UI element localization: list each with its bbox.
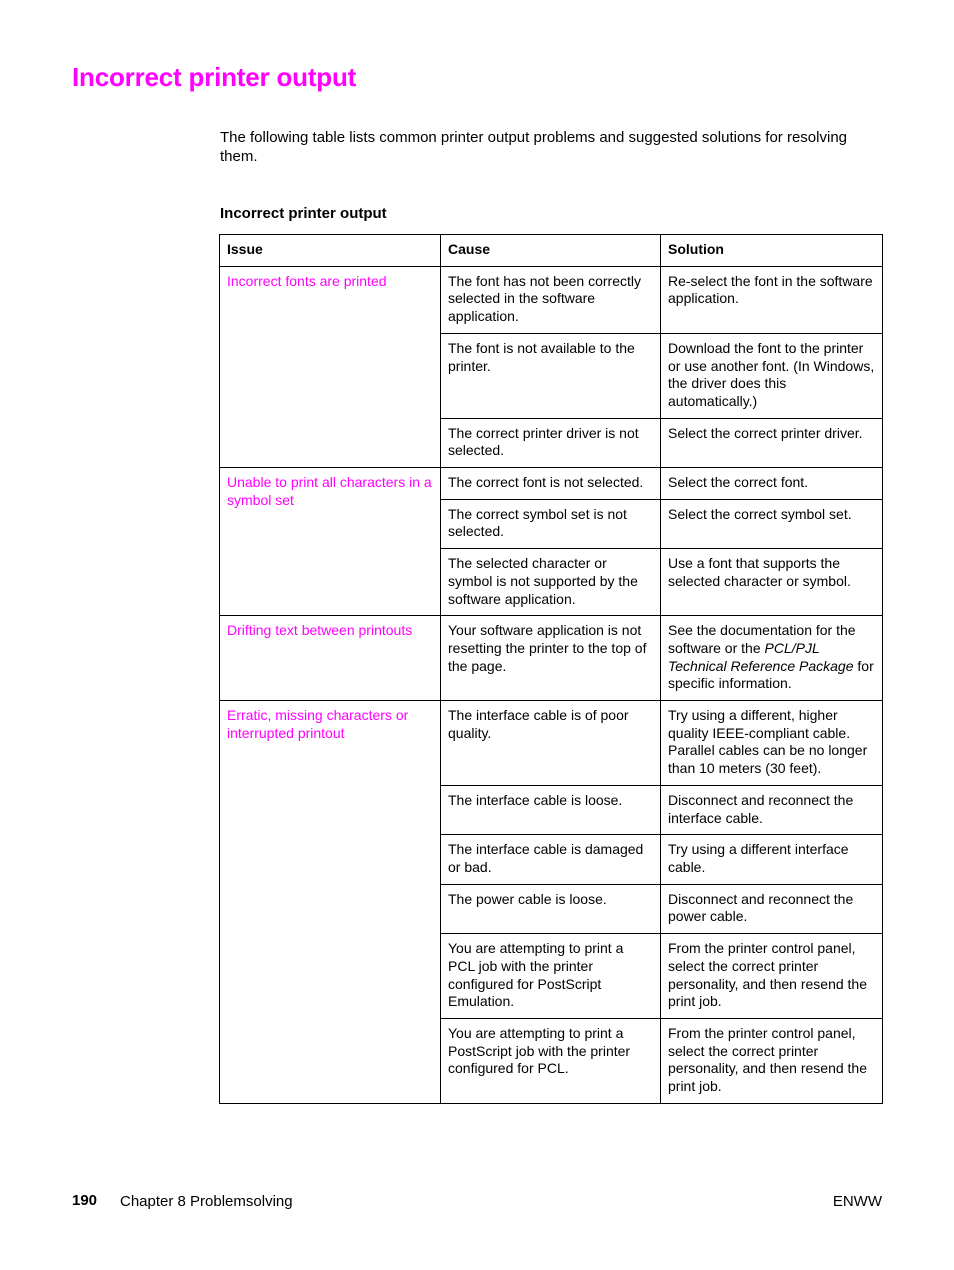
solution-cell: Try using a different interface cable.: [661, 835, 883, 884]
solution-cell: Download the font to the printer or use another font. (In Windows, the driver does this automatically.): [661, 333, 883, 418]
cause-cell: The interface cable is of poor quality.: [441, 701, 661, 786]
header-issue: Issue: [220, 235, 441, 267]
cause-cell: You are attempting to print a PCL job with the printer configured for PostScript Emulation.: [441, 934, 661, 1019]
table-caption: Incorrect printer output: [220, 205, 387, 222]
issue-link[interactable]: Unable to print all characters in a symbol set: [220, 468, 441, 616]
page-number: 190: [72, 1192, 98, 1209]
solution-cell: Select the correct font.: [661, 468, 883, 500]
cause-cell: The font is not available to the printer.: [441, 333, 661, 418]
cause-cell: The interface cable is loose.: [441, 785, 661, 834]
issue-link[interactable]: Erratic, missing characters or interrupted printout: [220, 701, 441, 1104]
intro-paragraph: The following table lists common printer output problems and suggested solutions for resolving them.: [220, 129, 847, 165]
issue-link[interactable]: Incorrect fonts are printed: [220, 266, 441, 467]
cause-cell: Your software application is not resetting the printer to the top of the page.: [441, 616, 661, 701]
solution-cell: Select the correct printer driver.: [661, 418, 883, 467]
table-row: [220, 616, 883, 701]
solution-cell: Re-select the font in the software application.: [661, 266, 883, 333]
cause-cell: The font has not been correctly selected in the software application.: [441, 266, 661, 333]
cause-cell: The correct printer driver is not selected.: [441, 418, 661, 467]
solution-cell: Select the correct symbol set.: [661, 499, 883, 548]
cause-cell: The power cable is loose.: [441, 884, 661, 933]
cause-cell: The selected character or symbol is not supported by the software application.: [441, 549, 661, 616]
cause-cell: You are attempting to print a PostScript job with the printer configured for PCL.: [441, 1018, 661, 1103]
table-row: [220, 266, 883, 333]
solution-cell: Disconnect and reconnect the power cable.: [661, 884, 883, 933]
solution-cell: From the printer control panel, select the correct printer personality, and then resend the print job.: [661, 1018, 883, 1103]
solution-cell: Disconnect and reconnect the interface cable.: [661, 785, 883, 834]
solution-cell: From the printer control panel, select the correct printer personality, and then resend the print job.: [661, 934, 883, 1019]
header-cause: Cause: [441, 235, 661, 267]
issues-table: [219, 234, 883, 1104]
solution-cell: See the documentation for the software or the PCL/PJL Technical Reference Package for specific information.: [661, 616, 883, 701]
reference-title: PCL/PJL Technical Reference Package: [668, 639, 854, 674]
solution-cell: Try using a different, higher quality IEEE-compliant cable. Parallel cables can be no longer than 10 meters (30 feet).: [661, 701, 883, 786]
edition-label: ENWW: [832, 1193, 882, 1210]
issue-link[interactable]: Drifting text between printouts: [220, 616, 441, 701]
page-title: Incorrect printer output: [72, 62, 357, 92]
table-row: [220, 701, 883, 786]
table-body: [220, 266, 883, 1103]
table-row: [220, 468, 883, 500]
cause-cell: The correct symbol set is not selected.: [441, 499, 661, 548]
cause-cell: The interface cable is damaged or bad.: [441, 835, 661, 884]
table-header-row: [220, 235, 883, 267]
chapter-label: Chapter 8 Problemsolving: [120, 1193, 293, 1210]
header-solution: Solution: [661, 235, 883, 267]
solution-cell: Use a font that supports the selected character or symbol.: [661, 549, 883, 616]
cause-cell: The correct font is not selected.: [441, 468, 661, 500]
